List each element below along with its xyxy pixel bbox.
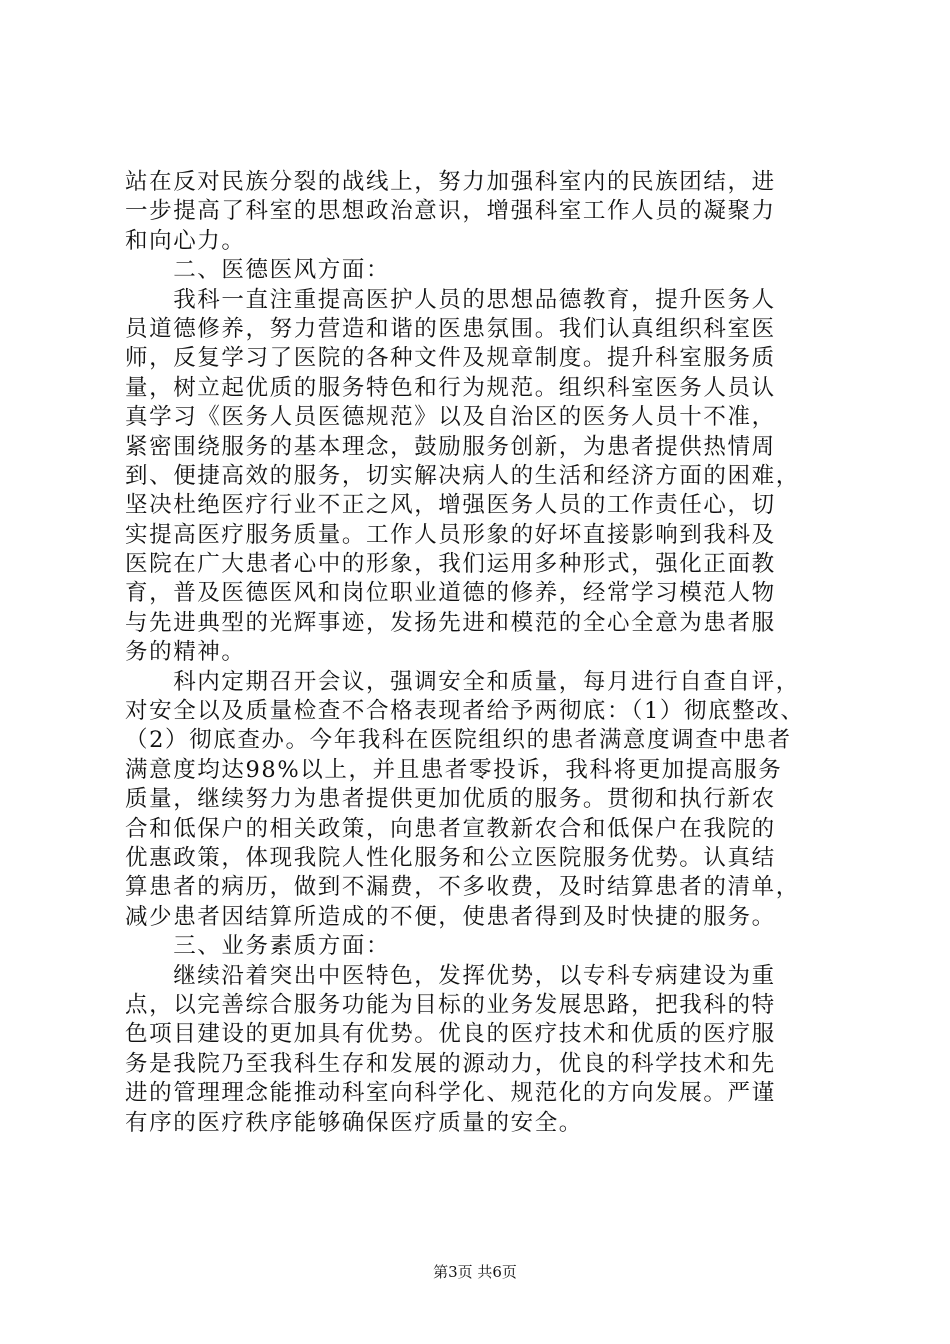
text-line: 和向心力。 bbox=[125, 227, 246, 254]
text-line: 与先进典型的光辉事迹，发扬先进和模范的全心全意为患者服 bbox=[125, 609, 776, 636]
text-line: 二、医德医风方面： bbox=[125, 257, 391, 284]
text-line: 员道德修养，努力营造和谐的医患氛围。我们认真组织科室医 bbox=[125, 315, 776, 342]
text-line: 务是我院乃至我科生存和发展的源动力，优良的科学技术和先 bbox=[125, 1050, 776, 1077]
text-line: 务的精神。 bbox=[125, 639, 246, 666]
text-line: 真学习《医务人员医德规范》以及自治区的医务人员十不准， bbox=[125, 404, 776, 431]
text-line: 质量，继续努力为患者提供更加优质的服务。贯彻和执行新农 bbox=[125, 786, 776, 813]
text-line: （2）彻底查办。今年我科在医院组织的患者满意度调查中患者 bbox=[125, 727, 792, 754]
text-line: 对安全以及质量检查不合格表现者给予两彻底：（1）彻底整改、 bbox=[125, 698, 805, 725]
document-body bbox=[125, 168, 830, 1138]
text-line: 到、便捷高效的服务，切实解决病人的生活和经济方面的困难， bbox=[125, 462, 800, 489]
page-footer: 第3页 共6页 bbox=[433, 1263, 517, 1281]
text-line: 三、业务素质方面： bbox=[125, 933, 391, 960]
text-line: 师，反复学习了医院的各种文件及规章制度。提升科室服务质 bbox=[125, 345, 776, 372]
text-line: 有序的医疗秩序能够确保医疗质量的安全。 bbox=[125, 1109, 583, 1136]
text-line: 坚决杜绝医疗行业不正之风，增强医务人员的工作责任心，切 bbox=[125, 492, 776, 519]
text-line: 我科一直注重提高医护人员的思想品德教育，提升医务人 bbox=[125, 286, 776, 313]
text-line: 进的管理理念能推动科室向科学化、规范化的方向发展。严谨 bbox=[125, 1080, 776, 1107]
text-line: 色项目建设的更加具有优势。优良的医疗技术和优质的医疗服 bbox=[125, 1021, 776, 1048]
text-line: 量，树立起优质的服务特色和行为规范。组织科室医务人员认 bbox=[125, 374, 776, 401]
text-line: 科内定期召开会议，强调安全和质量，每月进行自查自评， bbox=[125, 668, 800, 695]
text-line: 优惠政策，体现我院人性化服务和公立医院服务优势。认真结 bbox=[125, 844, 776, 871]
text-line: 实提高医疗服务质量。工作人员形象的好坏直接影响到我科及 bbox=[125, 521, 776, 548]
text-line: 算患者的病历，做到不漏费，不多收费，及时结算患者的清单， bbox=[125, 874, 800, 901]
text-line: 一步提高了科室的思想政治意识，增强科室工作人员的凝聚力 bbox=[125, 198, 776, 225]
text-line: 合和低保户的相关政策，向患者宣教新农合和低保户在我院的 bbox=[125, 815, 776, 842]
text-line: 点，以完善综合服务功能为目标的业务发展思路，把我科的特 bbox=[125, 991, 776, 1018]
text-line: 减少患者因结算所造成的不便，使患者得到及时快捷的服务。 bbox=[125, 903, 776, 930]
text-line: 继续沿着突出中医特色，发挥优势，以专科专病建设为重 bbox=[125, 962, 776, 989]
text-line: 满意度均达98%以上，并且患者零投诉，我科将更加提高服务 bbox=[125, 756, 783, 783]
text-line: 育，普及医德医风和岗位职业道德的修养，经常学习模范人物 bbox=[125, 580, 776, 607]
text-line: 紧密围绕服务的基本理念，鼓励服务创新，为患者提供热情周 bbox=[125, 433, 776, 460]
text-line: 医院在广大患者心中的形象，我们运用多种形式，强化正面教 bbox=[125, 551, 776, 578]
text-line: 站在反对民族分裂的战线上，努力加强科室内的民族团结，进 bbox=[125, 169, 776, 195]
